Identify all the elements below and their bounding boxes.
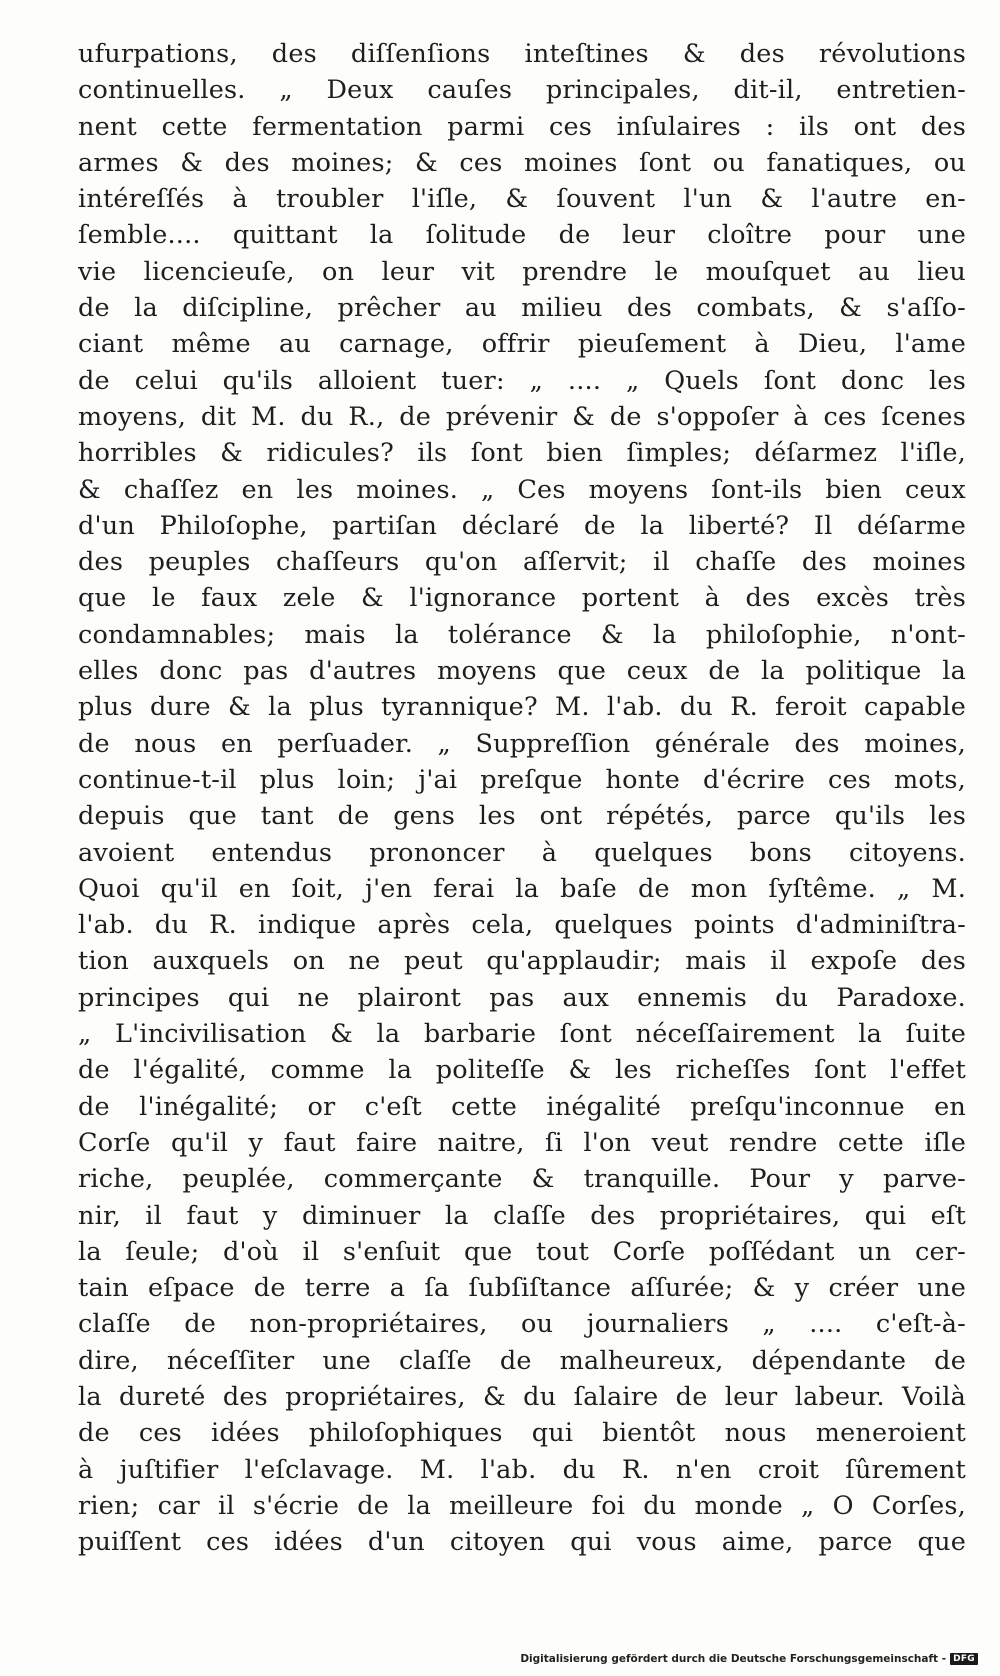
text-line: horribles & ridicules? ils ſont bien ſimples; déſarmez l'iſle, bbox=[78, 438, 966, 469]
text-line: intéreſſés à troubler l'iſle, & ſouvent l'un & l'autre en- bbox=[78, 184, 966, 215]
text-line: condamnables; mais la tolérance & la philoſophie, n'ont- bbox=[78, 619, 966, 650]
text-line: tain eſpace de terre a ſa ſubſiſtance aſſurée; & y créer une bbox=[78, 1273, 966, 1304]
text-line: depuis que tant de gens les ont répétés, parce qu'ils les bbox=[78, 801, 966, 832]
text-line: de la diſcipline, prêcher au milieu des combats, & s'aſſo- bbox=[78, 293, 966, 324]
text-line: continue-t-il plus loin; j'ai preſque honte d'écrire ces mots, bbox=[78, 764, 966, 795]
text-line: de nous en perſuader. „ Suppreſſion générale des moines, bbox=[78, 728, 966, 759]
text-line: ſemble.... quittant la ſolitude de leur cloître pour une bbox=[78, 220, 966, 251]
text-line: rien; car il s'écrie de la meilleure foi du monde „ O Corſes, bbox=[78, 1490, 966, 1521]
credit-text: Digitalisierung gefördert durch die Deutsche Forschungsgemeinschaft - bbox=[520, 1653, 947, 1665]
text-line: Corſe qu'il y faut faire naitre, ſi l'on veut rendre cette iſle bbox=[78, 1127, 966, 1158]
text-line: nent cette fermentation parmi ces inſulaires : ils ont des bbox=[78, 111, 966, 142]
text-line: d'un Philoſophe, partiſan déclaré de la liberté? Il déſarme bbox=[78, 510, 966, 541]
text-line: ciant même au carnage, offrir pieuſement à Dieu, l'ame bbox=[78, 329, 966, 360]
text-line: puiſſent ces idées d'un citoyen qui vous aime, parce que bbox=[78, 1527, 966, 1558]
text-line: de celui qu'ils alloient tuer: „ .... „ Quels ſont donc les bbox=[78, 365, 966, 396]
text-line: „ L'incivilisation & la barbarie ſont néceſſairement la ſuite bbox=[78, 1019, 966, 1050]
text-line: vie licencieuſe, on leur vit prendre le mouſquet au lieu bbox=[78, 256, 966, 287]
text-line: l'ab. du R. indique après cela, quelques points d'adminiſtra- bbox=[78, 910, 966, 941]
body-text bbox=[78, 36, 966, 1560]
text-line: avoient entendus prononcer à quelques bons citoyens. bbox=[78, 837, 966, 868]
text-line: dire, néceſſiter une claſſe de malheureux, dépendante de bbox=[78, 1345, 966, 1376]
text-line: ufurpations, des diſſenſions inteſtines & des révolutions bbox=[78, 39, 966, 69]
text-line: elles donc pas d'autres moyens que ceux de la politique la bbox=[78, 656, 966, 687]
text-line: claſſe de non-propriétaires, ou journaliers „ .... c'eſt-à- bbox=[78, 1309, 966, 1340]
text-line: de ces idées philoſophiques qui bientôt nous meneroient bbox=[78, 1418, 966, 1449]
text-line: des peuples chaſſeurs qu'on aſſervit; il chaſſe des moines bbox=[78, 547, 966, 578]
text-line: tion auxquels on ne peut qu'applaudir; mais il expoſe des bbox=[78, 946, 966, 977]
text-line: la ſeule; d'où il s'enſuit que tout Corſe poſſédant un cer- bbox=[78, 1236, 966, 1267]
text-line: moyens, dit M. du R., de prévenir & de s'oppoſer à ces ſcenes bbox=[78, 401, 966, 432]
dfg-logo: DFG bbox=[950, 1653, 978, 1665]
text-line: continuelles. „ Deux cauſes principales, dit-il, entretien- bbox=[78, 75, 966, 106]
text-line: de l'inégalité; or c'eſt cette inégalité preſqu'inconnue en bbox=[78, 1091, 966, 1122]
text-line: de l'égalité, comme la politeſſe & les richeſſes ſont l'effet bbox=[78, 1055, 966, 1086]
text-line: plus dure & la plus tyrannique? M. l'ab. du R. feroit capable bbox=[78, 692, 966, 723]
text-line: nir, il faut y diminuer la claſſe des propriétaires, qui eſt bbox=[78, 1200, 966, 1231]
text-line: riche, peuplée, commerçante & tranquille. Pour y parve- bbox=[78, 1164, 966, 1195]
text-line: Quoi qu'il en ſoit, j'en ferai la baſe de mon ſyſtême. „ M. bbox=[78, 873, 966, 904]
text-line: armes & des moines; & ces moines ſont ou fanatiques, ou bbox=[78, 147, 966, 178]
text-line: la dureté des propriétaires, & du ſalaire de leur labeur. Voilà bbox=[78, 1381, 966, 1412]
text-line: & chaſſez en les moines. „ Ces moyens ſont-ils bien ceux bbox=[78, 474, 966, 505]
digitization-credit bbox=[520, 1651, 978, 1667]
text-line: à juſtifier l'eſclavage. M. l'ab. du R. n'en croit ſûrement bbox=[78, 1454, 966, 1485]
text-line: principes qui ne plairont pas aux ennemis du Paradoxe. bbox=[78, 982, 966, 1013]
text-line: que le faux zele & l'ignorance portent à des excès très bbox=[78, 583, 966, 614]
